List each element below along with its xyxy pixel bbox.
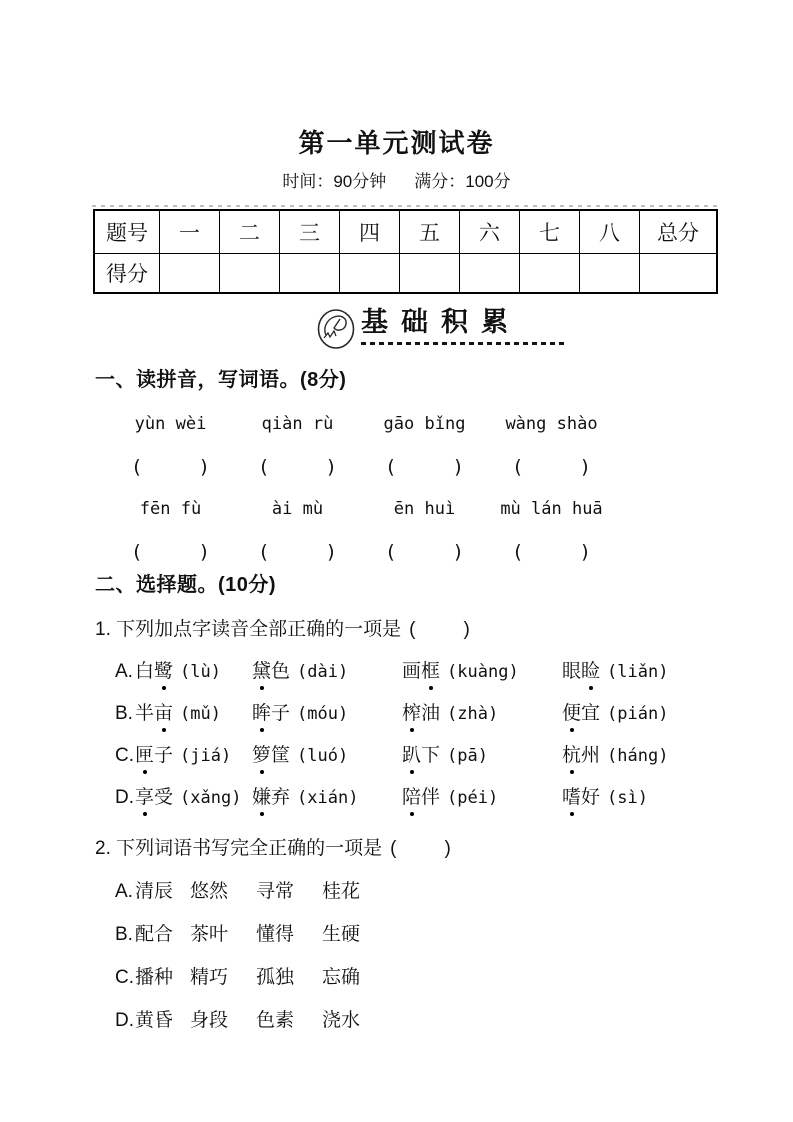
option-pinyin: (liǎn) <box>607 662 669 682</box>
pinyin-word: wàng shào <box>505 414 598 434</box>
char: 弃 <box>271 787 291 808</box>
char: 州 <box>581 745 601 766</box>
question1-stem-text: 1. 下列加点字读音全部正确的一项是 <box>95 619 402 640</box>
option-label: C. <box>115 967 134 988</box>
option-pinyin: (zhà) <box>447 704 499 724</box>
score-row-label: 得分 <box>94 254 160 294</box>
option-pinyin: (háng) <box>607 746 669 766</box>
paren-close: ) <box>579 456 591 478</box>
answer-blank <box>390 836 451 862</box>
score-value-cell <box>640 254 718 294</box>
char: 睑 <box>581 659 600 685</box>
paren-open: ( <box>385 541 397 563</box>
option-item <box>252 701 402 727</box>
option-item <box>135 785 252 811</box>
score-col-header: 三 <box>280 210 340 254</box>
char: 油 <box>421 703 441 724</box>
score-col-header: 五 <box>400 210 460 254</box>
option-word <box>402 703 440 724</box>
option-pinyin: (luó) <box>297 746 349 766</box>
option-word <box>135 787 173 808</box>
paren-close: ) <box>452 541 464 563</box>
char: 眼 <box>562 661 582 682</box>
option-word: 懂得 <box>256 924 295 945</box>
paren-close: ) <box>444 838 451 859</box>
option-label: D. <box>115 787 134 808</box>
option-pinyin: (jiá) <box>180 746 232 766</box>
option-item <box>135 701 252 727</box>
paren-open: ( <box>258 541 270 563</box>
char: 伴 <box>421 787 441 808</box>
option-word: 悠然 <box>190 881 229 902</box>
option-word: 精巧 <box>190 967 229 988</box>
score-value-cell <box>520 254 580 294</box>
section1-heading: 一、读拼音，写词语。(8分) <box>95 369 347 391</box>
answer-blank <box>234 456 361 478</box>
char: 框 <box>421 659 440 685</box>
option-word: 浇水 <box>322 1010 361 1031</box>
option-word <box>562 661 600 682</box>
option-item <box>562 785 648 811</box>
score-col-header: 一 <box>160 210 220 254</box>
paren-close: ) <box>579 541 591 563</box>
answer-blank <box>107 541 234 563</box>
char: 亩 <box>154 701 173 727</box>
char: 便 <box>562 701 581 727</box>
score-value-cell <box>160 254 220 294</box>
question2-stem-text: 2. 下列词语书写完全正确的一项是 <box>95 838 383 859</box>
option-word <box>562 745 600 766</box>
paper-body <box>0 367 793 1034</box>
option-word <box>402 661 440 682</box>
paren-close: ) <box>325 456 337 478</box>
char: 筐 <box>271 745 291 766</box>
question2-stem <box>95 836 733 862</box>
option-word <box>562 787 600 808</box>
char: 白 <box>135 661 155 682</box>
pinyin-word: qiàn rù <box>261 414 334 434</box>
option-word: 桂花 <box>322 881 361 902</box>
doodle-stamp-icon <box>316 305 358 358</box>
paren-open: ( <box>385 456 397 478</box>
pinyin-block <box>95 414 733 563</box>
char: 好 <box>581 787 601 808</box>
option-item <box>402 785 562 811</box>
option-item <box>562 743 668 769</box>
option-row <box>95 743 733 769</box>
char: 箩 <box>252 743 271 769</box>
char: 陪 <box>402 785 421 811</box>
option-pinyin: (xián) <box>297 788 359 808</box>
banner-title: 基础积累 <box>361 307 521 337</box>
dashed-rule <box>92 205 720 207</box>
option-row <box>95 701 733 727</box>
paren-close: ) <box>463 619 470 640</box>
page-title: 第一单元测试卷 <box>298 128 495 158</box>
score-col-header: 八 <box>580 210 640 254</box>
score-value-cell <box>400 254 460 294</box>
section-banner <box>316 305 793 358</box>
char: 嫌 <box>252 785 271 811</box>
option-word: 黄昏 <box>135 1010 174 1031</box>
section2-heading: 二、选择题。(10分) <box>95 574 277 596</box>
answer-blank <box>361 541 488 563</box>
char: 匣 <box>135 743 154 769</box>
score-col-header: 六 <box>460 210 520 254</box>
answer-blank <box>488 541 615 563</box>
char: 宜 <box>581 703 601 724</box>
option-item <box>402 743 562 769</box>
score-table-corner: 题号 <box>94 210 160 254</box>
answer-blank <box>361 456 488 478</box>
option-pinyin: (dài) <box>297 662 349 682</box>
option-label: B. <box>115 703 133 724</box>
option-item <box>402 701 562 727</box>
pinyin-row <box>107 499 733 519</box>
option-pinyin: (pā) <box>447 746 488 766</box>
char: 榨 <box>402 701 421 727</box>
paren-close: ) <box>198 456 210 478</box>
char: 下 <box>421 745 441 766</box>
option-word: 身段 <box>190 1010 229 1031</box>
option-row <box>95 965 733 991</box>
pinyin-word: ēn huì <box>393 499 456 519</box>
option-row <box>95 659 733 685</box>
option-word <box>562 703 600 724</box>
paren-open: ( <box>409 619 416 640</box>
paper-meta <box>0 167 793 192</box>
char: 嗜 <box>562 785 581 811</box>
answer-blank-row <box>107 456 733 478</box>
option-word: 色素 <box>256 1010 295 1031</box>
score-col-header: 总分 <box>640 210 718 254</box>
score-value-cell <box>460 254 520 294</box>
option-word <box>135 661 173 682</box>
char: 半 <box>135 703 155 724</box>
char: 子 <box>154 745 174 766</box>
score-col-header: 二 <box>220 210 280 254</box>
pinyin-word: mù lán huā <box>500 499 603 519</box>
option-item <box>135 659 252 685</box>
char: 黛 <box>252 659 271 685</box>
answer-blank <box>234 541 361 563</box>
answer-blank-row <box>107 541 733 563</box>
option-word: 播种 <box>135 967 174 988</box>
score-value-row <box>94 254 717 294</box>
option-item <box>135 743 252 769</box>
char: 杭 <box>562 743 581 769</box>
char: 趴 <box>402 743 421 769</box>
option-word <box>135 745 173 766</box>
char: 享 <box>135 785 154 811</box>
char: 受 <box>154 787 174 808</box>
answer-blank <box>488 456 615 478</box>
score-value-cell <box>220 254 280 294</box>
option-word: 生硬 <box>322 924 361 945</box>
char: 鹭 <box>154 659 173 685</box>
char: 子 <box>271 703 291 724</box>
option-word <box>402 787 440 808</box>
option-word <box>252 703 290 724</box>
option-row <box>95 785 733 811</box>
score-value-cell <box>340 254 400 294</box>
pinyin-row <box>107 414 733 434</box>
pinyin-word: ài mù <box>271 499 324 519</box>
option-word <box>252 787 290 808</box>
q2-options <box>95 879 733 1034</box>
option-row <box>95 879 733 905</box>
option-word <box>135 703 173 724</box>
paren-open: ( <box>512 541 524 563</box>
option-row <box>95 1008 733 1034</box>
paren-close: ) <box>452 456 464 478</box>
paren-open: ( <box>390 838 397 859</box>
paren-open: ( <box>258 456 270 478</box>
char: 画 <box>402 661 422 682</box>
char: 色 <box>271 661 291 682</box>
score-header-row <box>94 210 717 254</box>
score-table <box>93 209 718 294</box>
option-label: B. <box>115 924 133 945</box>
score-value-cell <box>280 254 340 294</box>
score-value-cell <box>580 254 640 294</box>
option-item <box>252 743 402 769</box>
option-item <box>402 659 562 685</box>
full-score: 满分：100分 <box>414 172 511 191</box>
answer-blank <box>409 617 470 643</box>
score-col-header: 四 <box>340 210 400 254</box>
pinyin-word: fēn fù <box>139 499 202 519</box>
option-pinyin: (mǔ) <box>180 704 221 724</box>
option-pinyin: (móu) <box>297 704 349 724</box>
option-pinyin: (xǎng) <box>180 788 242 808</box>
option-word: 寻常 <box>256 881 295 902</box>
char: 眸 <box>252 701 271 727</box>
option-label: A. <box>115 881 133 902</box>
option-word: 配合 <box>135 924 174 945</box>
option-word: 孤独 <box>256 967 295 988</box>
pinyin-word: yùn wèi <box>134 414 207 434</box>
q1-options <box>95 659 733 811</box>
time-limit: 时间：90分钟 <box>282 172 387 191</box>
option-word: 茶叶 <box>190 924 229 945</box>
paren-open: ( <box>131 541 143 563</box>
answer-blank <box>107 456 234 478</box>
option-item <box>252 785 402 811</box>
paren-close: ) <box>198 541 210 563</box>
option-pinyin: (kuàng) <box>447 662 519 682</box>
paren-close: ) <box>325 541 337 563</box>
option-item <box>252 659 402 685</box>
banner-dashed-underline <box>361 342 567 345</box>
option-word <box>402 745 440 766</box>
option-word <box>252 745 290 766</box>
paren-open: ( <box>131 456 143 478</box>
option-word: 忘确 <box>322 967 361 988</box>
option-pinyin: (péi) <box>447 788 499 808</box>
pinyin-word: gāo bǐng <box>383 414 466 434</box>
option-label: D. <box>115 1010 134 1031</box>
option-item <box>562 659 668 685</box>
option-pinyin: (sì) <box>607 788 648 808</box>
option-label: C. <box>115 745 134 766</box>
option-word: 清辰 <box>135 881 174 902</box>
option-label: A. <box>115 661 133 682</box>
option-word <box>252 661 290 682</box>
option-row <box>95 922 733 948</box>
option-item <box>562 701 668 727</box>
paren-open: ( <box>512 456 524 478</box>
question1-stem <box>95 617 733 643</box>
option-pinyin: (pián) <box>607 704 669 724</box>
score-col-header: 七 <box>520 210 580 254</box>
option-pinyin: (lù) <box>180 662 221 682</box>
